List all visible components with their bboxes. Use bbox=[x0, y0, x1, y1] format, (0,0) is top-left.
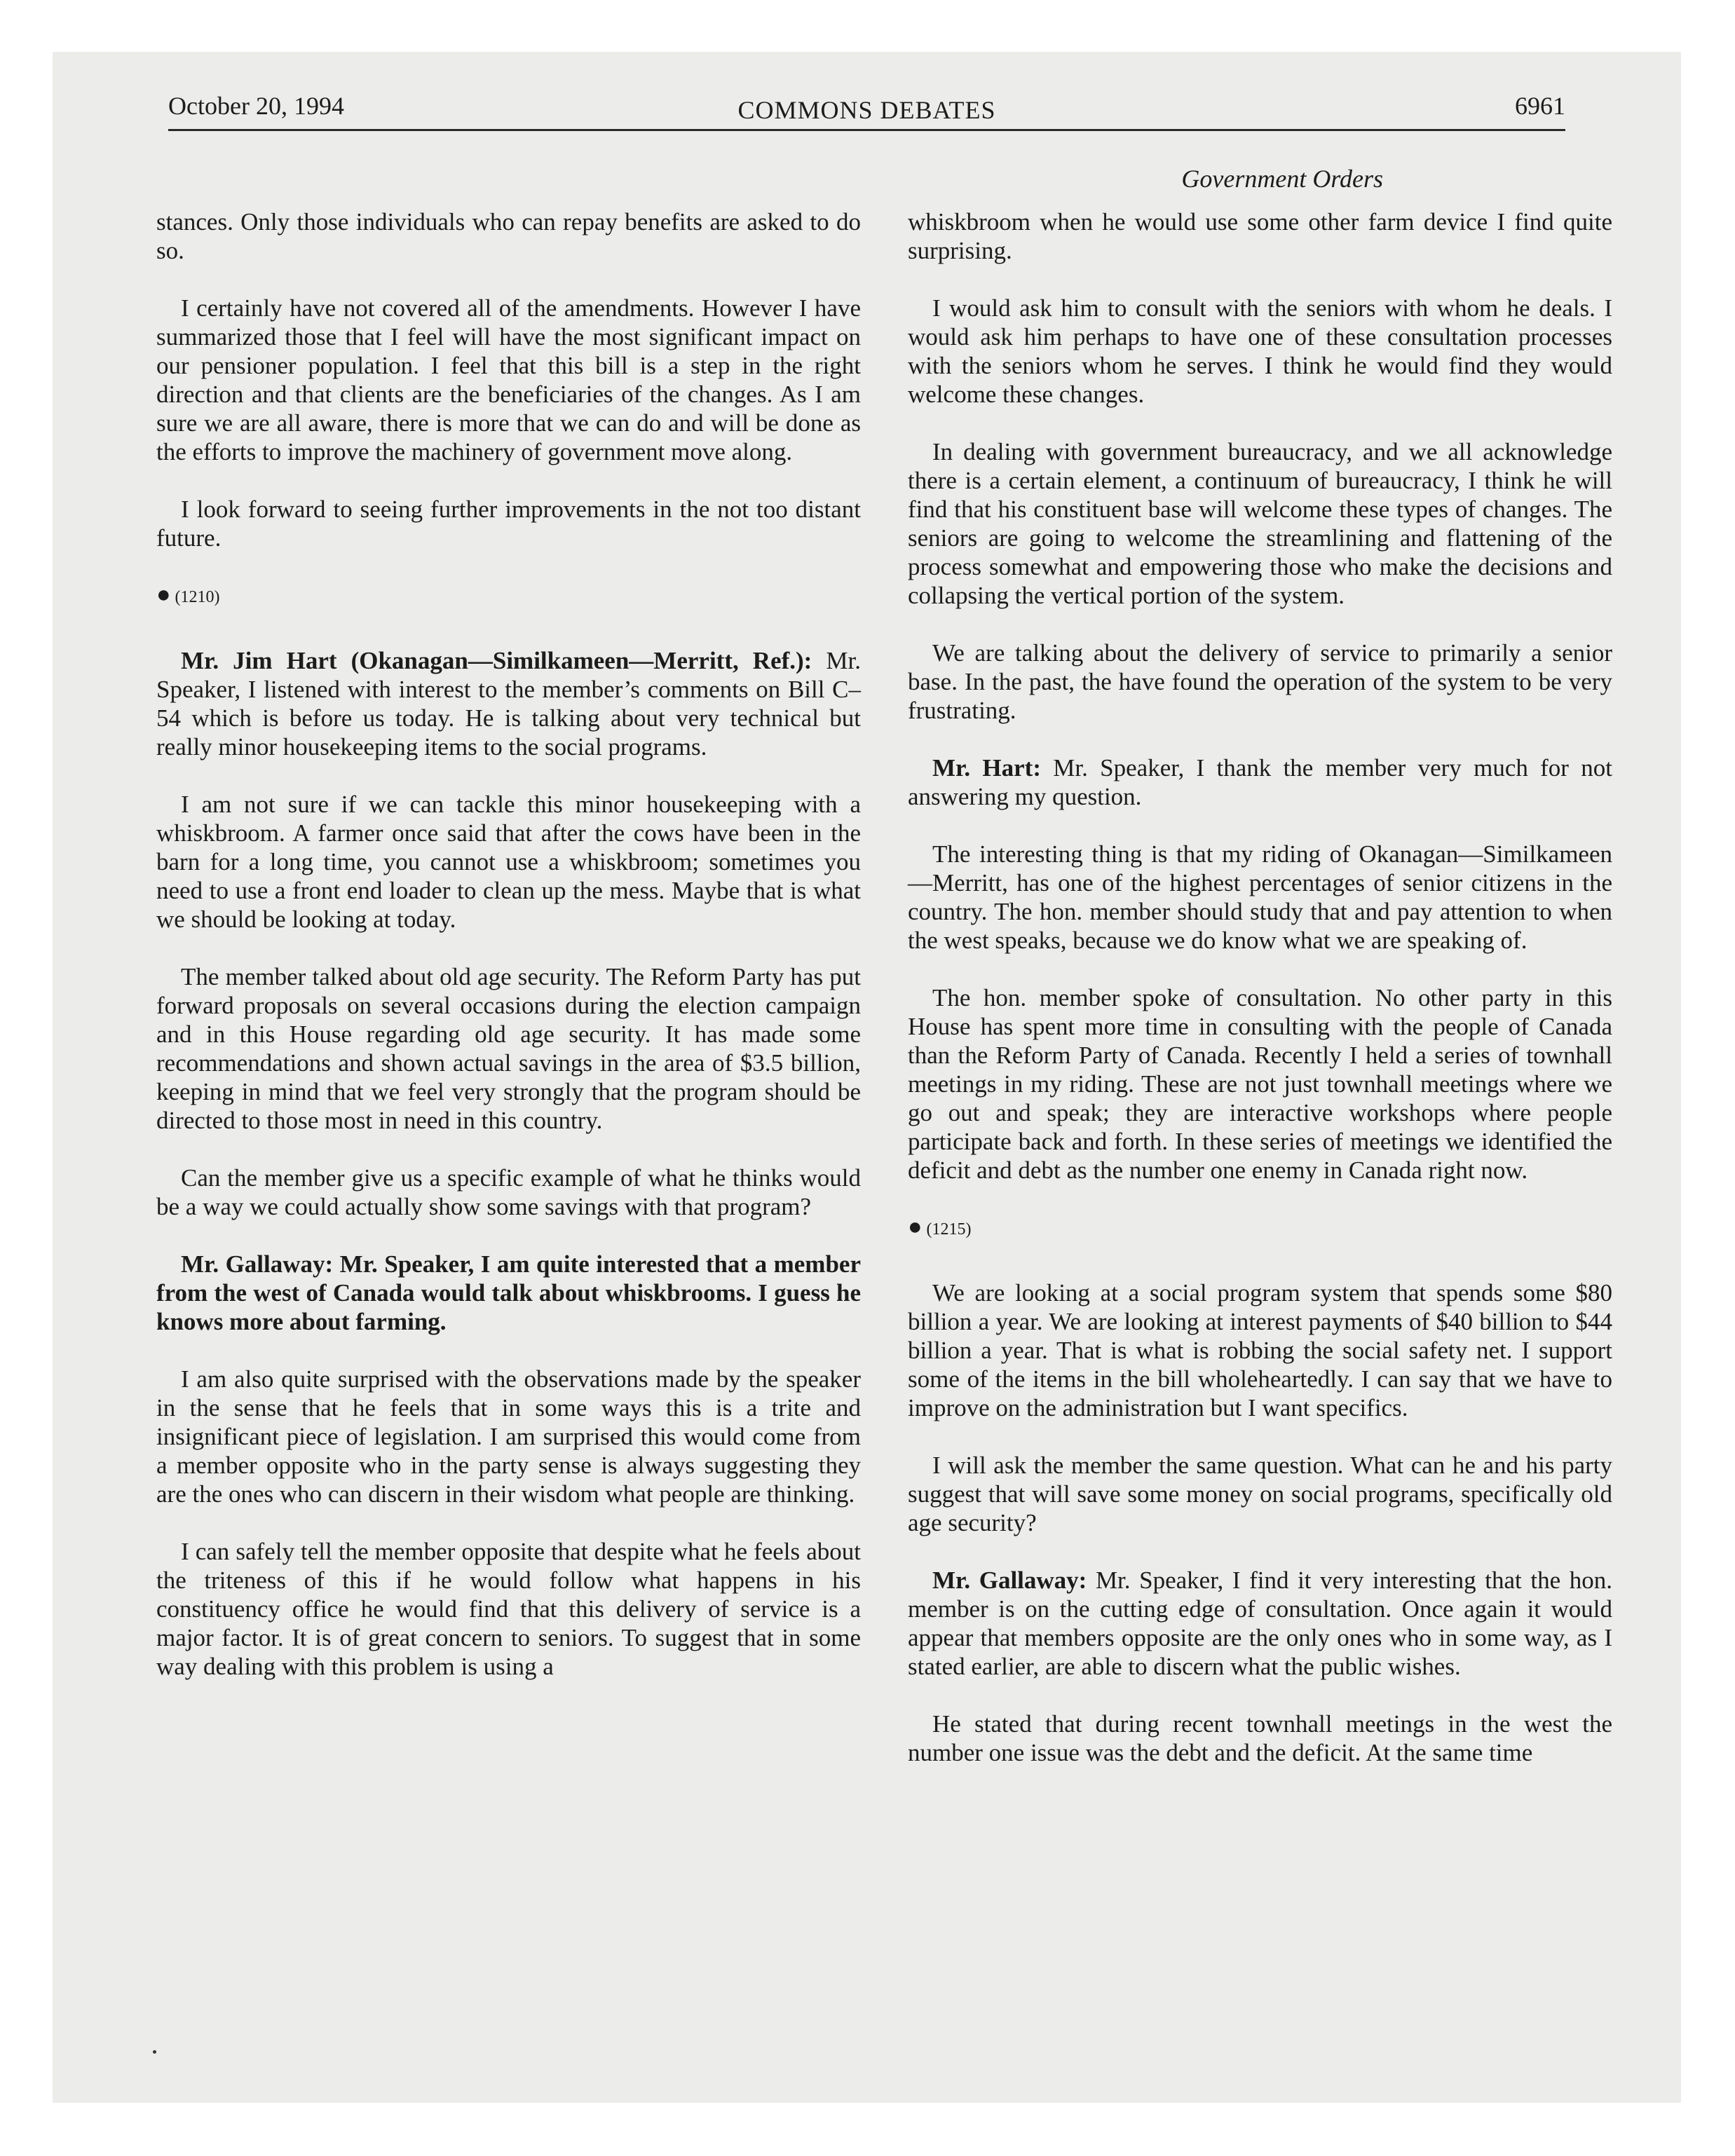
time-marker bbox=[156, 581, 861, 611]
bullet-icon: ● bbox=[908, 1214, 923, 1240]
paragraph bbox=[156, 207, 861, 265]
paragraph-text: I can safely tell the member opposite that despite what he feels about the triteness of this if he would follow what happens in his constituency office he would find that this delivery of service is a major factor. It is of great concern to seniors. To suggest that in some way dealing with this problem is using a bbox=[156, 1538, 861, 1680]
bullet-icon: ● bbox=[156, 582, 171, 608]
speaker-name: Mr. Jim Hart (Okanagan—Similkameen—Merritt, Ref.): bbox=[181, 647, 812, 674]
paragraph bbox=[908, 639, 1612, 725]
paragraph-text: The member talked about old age security. The Reform Party has put forward proposals on several occasions during the election campaign and in this House regarding old age security. It has made some recommendations and shown actual savings in the area of $3.5 billion, keeping in mind that we feel very strongly that the program should be directed to those most in need in this country. bbox=[156, 963, 861, 1134]
paragraph bbox=[908, 294, 1612, 409]
paragraph bbox=[908, 207, 1612, 265]
paragraph bbox=[156, 495, 861, 552]
page-number: 6961 bbox=[1515, 92, 1565, 120]
paragraph bbox=[908, 1566, 1612, 1681]
paragraph-text: stances. Only those individuals who can repay benefits are asked to do so. bbox=[156, 208, 861, 264]
paragraph-text: I will ask the member the same question. What can he and his party suggest that will save some money on social programs, specifically old age security? bbox=[908, 1452, 1612, 1536]
speaker-name: Mr. Hart: bbox=[932, 754, 1041, 782]
header-date: October 20, 1994 bbox=[168, 92, 344, 120]
paragraph-text: We are talking about the delivery of service to primarily a senior base. In the past, the have found the operation of the system to be very frustrating. bbox=[908, 639, 1612, 724]
paragraph bbox=[908, 840, 1612, 955]
paragraph bbox=[156, 1537, 861, 1681]
page bbox=[53, 52, 1681, 2103]
paragraph-text: Mr. Speaker, I find it very interesting that the hon. member is on the cutting edge of consultation. Once again it would appear that members opposite are the only ones who in some way, as I stated earlier, are able to discern what the public wishes. bbox=[908, 1567, 1612, 1680]
time-marker bbox=[908, 1213, 1612, 1243]
running-head bbox=[168, 87, 1565, 131]
paragraph-text: I am not sure if we can tackle this minor housekeeping with a whiskbroom. A farmer once said that after the cows have been in the barn for a long time, you cannot use a whiskbroom; sometimes you need to use a front end loader to clean up the mess. Maybe that is what we should be looking at today. bbox=[156, 791, 861, 933]
paragraph-text: I look forward to seeing further improvements in the not too distant future. bbox=[156, 496, 861, 552]
paragraph-text: Mr. Speaker, I thank the member very much for not answering my question. bbox=[908, 754, 1612, 810]
section-heading: Government Orders bbox=[1181, 165, 1383, 193]
time-marker-text: (1215) bbox=[922, 1220, 972, 1239]
left-column bbox=[156, 207, 861, 1710]
paragraph bbox=[908, 437, 1612, 610]
scan-speck bbox=[153, 2050, 156, 2054]
paragraph-text: I certainly have not covered all of the amendments. However I have summarized those that I feel will have the most significant impact on our pensioner population. I feel that this bill is a step in the right direction and that clients are the beneficiaries of the changes. As I am sure we are all aware, there is more that we can do and will be done as the efforts to improve the machinery of government move along. bbox=[156, 294, 861, 465]
paragraph-text: I am also quite surprised with the observations made by the speaker in the sense that he feels that in some ways this is a trite and insignificant piece of legislation. I am surprised this would come from a member opposite who in the party sense is always suggesting they are the ones who can discern in their wisdom what people are thinking. bbox=[156, 1365, 861, 1508]
paragraph bbox=[156, 646, 861, 761]
right-column bbox=[908, 207, 1612, 1796]
paragraph bbox=[908, 1278, 1612, 1422]
paragraph-text: Can the member give us a specific example of what he thinks would be a way we could actually show some savings with that program? bbox=[156, 1164, 861, 1220]
paragraph bbox=[908, 983, 1612, 1185]
paragraph bbox=[908, 1710, 1612, 1767]
paragraph bbox=[156, 1365, 861, 1508]
paragraph bbox=[156, 1250, 861, 1336]
header-title: COMMONS DEBATES bbox=[737, 96, 996, 124]
paragraph-text: He stated that during recent townhall meetings in the west the number one issue was the debt and the deficit. At the same time bbox=[908, 1710, 1612, 1766]
paragraph-text: We are looking at a social program system that spends some $80 billion a year. We are looking at interest payments of $40 billion to $44 billion a year. That is what is robbing the social safety net. I support some of the items in the bill wholeheartedly. I can say that we have to improve on the administration but I want specifics. bbox=[908, 1279, 1612, 1421]
paragraph-text: In dealing with government bureaucracy, and we all acknowledge there is a certain element, a continuum of bureaucracy, I think he will find that his constituent base will welcome these types of changes. The seniors are going to welcome the streamlining and flattening of the process somewhat and empowering those who make the decisions and collapsing the vertical portion of the system. bbox=[908, 438, 1612, 609]
paragraph bbox=[156, 1164, 861, 1221]
time-marker-text: (1210) bbox=[170, 588, 220, 606]
paragraph bbox=[156, 790, 861, 934]
paragraph-text: The interesting thing is that my riding of Okanagan—Similkameen—Merritt, has one of the highest percentages of senior citizens in the country. The hon. member should study that and pay attention to when the west speaks, because we do know what we are speaking of. bbox=[908, 840, 1612, 954]
paragraph bbox=[156, 962, 861, 1135]
speaker-name: Mr. Gallaway: bbox=[932, 1567, 1087, 1594]
paragraph-text: whiskbroom when he would use some other farm device I find quite surprising. bbox=[908, 208, 1612, 264]
paragraph bbox=[908, 753, 1612, 811]
paragraph-text: I would ask him to consult with the seniors with whom he deals. I would ask him perhaps to have one of these consultation processes with the seniors whom he serves. I think he would find they would welcome these changes. bbox=[908, 294, 1612, 408]
paragraph bbox=[908, 1451, 1612, 1537]
paragraph-text: Mr. Speaker, I listened with interest to the member’s comments on Bill C–54 which is before us today. He is talking about very technical but really minor housekeeping items to the social programs. bbox=[156, 647, 861, 760]
paragraph-text: The hon. member spoke of consultation. No other party in this House has spent more time in consulting with the people of Canada than the Reform Party of Canada. Recently I held a series of townhall meetings in my riding. These are not just townhall meetings where we go out and speak; they are interactive workshops where people participate back and forth. In these series of meetings we identified the deficit and debt as the number one enemy in Canada right now. bbox=[908, 984, 1612, 1184]
paragraph bbox=[156, 294, 861, 466]
paragraph-text: Mr. Gallaway: Mr. Speaker, I am quite interested that a member from the west of Canada would talk about whiskbrooms. I guess he knows more about farming. bbox=[156, 1250, 861, 1335]
